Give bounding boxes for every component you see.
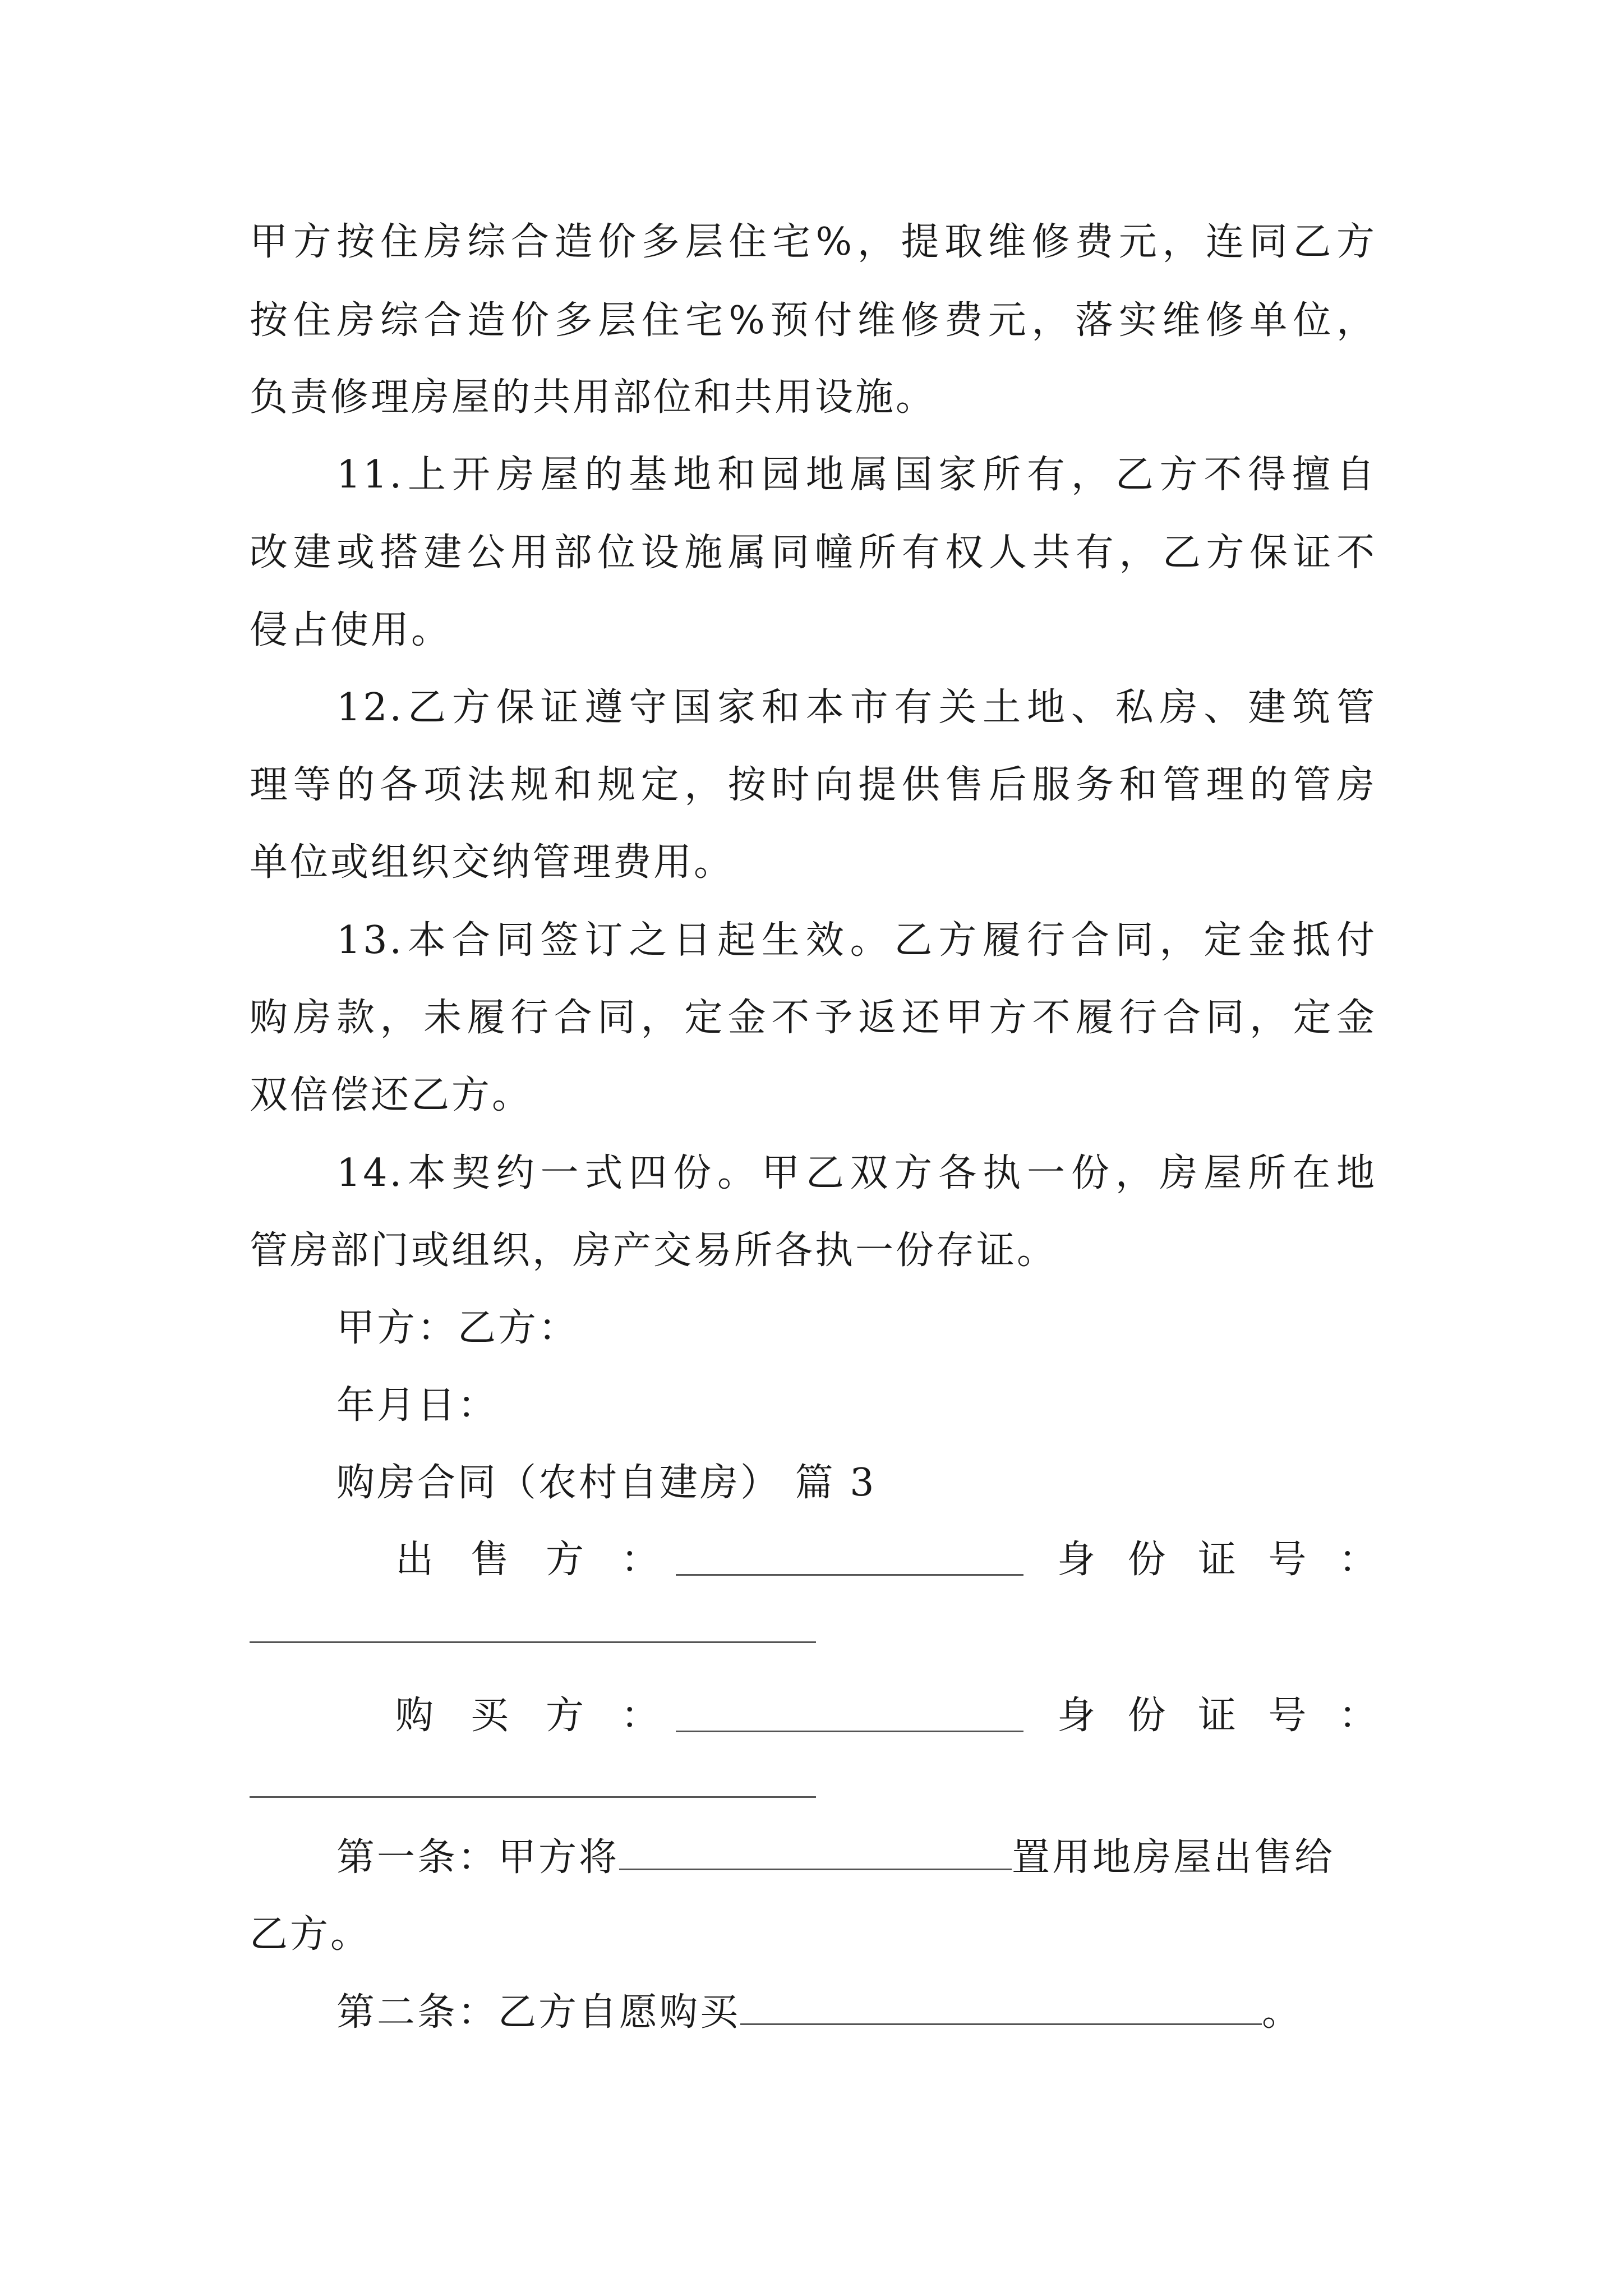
buyer-name-blank[interactable] — [676, 1731, 1023, 1732]
seller-name-blank[interactable] — [676, 1574, 1023, 1576]
article-2-line-1: 第二条：乙方自愿购买 。 — [336, 1990, 1303, 2035]
clause-11-line-2: 改建或搭建公用部位设施属同幢所有权人共有，乙方保证不 — [250, 531, 1377, 575]
clause-11-line-3: 侵占使用。 — [250, 608, 452, 652]
clause-12-line-3: 单位或组织交纳管理费用。 — [250, 840, 735, 885]
signature-date: 年月日： — [336, 1383, 499, 1428]
clause-13-line-3: 双倍偿还乙方。 — [250, 1073, 533, 1117]
clause-13-line-2: 购房款，未履行合同，定金不予返还甲方不履行合同，定金 — [250, 996, 1377, 1040]
clause-14-line-2: 管房部门或组织，房产交易所各执一份存证。 — [250, 1228, 1058, 1273]
article-1-line-2: 乙方。 — [250, 1912, 371, 1957]
clause-12-line-2: 理等的各项法规和规定，按时向提供售后服务和管理的管房 — [250, 763, 1377, 807]
seller-label: 出 售 方 ： — [395, 1538, 659, 1582]
article-1-line-1: 第一条：甲方将 置用地房屋出售给 — [336, 1835, 1335, 1880]
seller-id-blank[interactable] — [250, 1641, 816, 1643]
clause-10-line-3: 负责修理房屋的共用部位和共用设施。 — [250, 375, 937, 420]
section-title: 购房合同（农村自建房） 篇 3 — [336, 1461, 877, 1505]
article-1-property-blank[interactable] — [619, 1838, 1012, 1870]
clause-12-line-1: 12.乙方保证遵守国家和本市有关土地、私房、建筑管 — [336, 685, 1377, 730]
clause-10-line-1: 甲方按住房综合造价多层住宅%，提取维修费元，连同乙方 — [250, 220, 1377, 264]
clause-14-line-1: 14.本契约一式四份。甲乙双方各执一份，房屋所在地 — [336, 1151, 1377, 1195]
buyer-id-label: 身 份 证 号 ： — [1057, 1694, 1377, 1738]
buyer-label: 购 买 方 ： — [395, 1694, 659, 1738]
clause-13-line-1: 13.本合同签订之日起生效。乙方履行合同，定金抵付 — [336, 918, 1377, 963]
article-2-purchase-blank[interactable] — [740, 1993, 1262, 2025]
seller-id-label: 身 份 证 号 ： — [1057, 1538, 1377, 1582]
clause-11-line-1: 11.上开房屋的基地和园地属国家所有，乙方不得擅自 — [336, 453, 1377, 497]
signature-parties: 甲方：乙方： — [336, 1306, 579, 1350]
buyer-id-blank[interactable] — [250, 1796, 816, 1798]
clause-10-line-2: 按住房综合造价多层住宅%预付维修费元，落实维修单位， — [250, 298, 1377, 343]
